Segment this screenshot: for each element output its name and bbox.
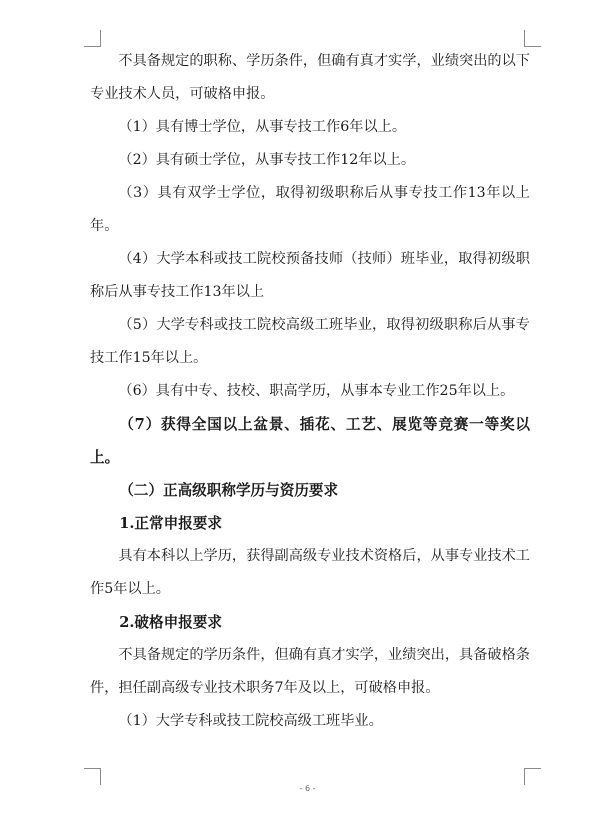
- paragraph: 具有本科以上学历，获得副高级专业技术资格后，从事专业技术工作5年以上。: [90, 548, 530, 597]
- section-heading: （二）正高级职称学历与资历要求: [119, 482, 339, 499]
- page-number: - 6 -: [299, 784, 316, 793]
- paragraph: （5）大学专科或技工院校高级工班毕业，取得初级职称后从事专技工作15年以上。: [90, 317, 530, 366]
- paragraph: （1）具有博士学位，从事专技工作6年以上。: [118, 119, 407, 135]
- subsection-heading: 2.破格申报要求: [119, 614, 222, 631]
- paragraph: （6）具有中专、技校、职高学历，从事本专业工作25年以上。: [118, 383, 515, 399]
- crop-mark-bottom-left: [84, 768, 101, 785]
- subsection-heading: 1.正常申报要求: [119, 515, 222, 532]
- paragraph-bold: （7）获得全国以上盆景、插花、工艺、展览等竞赛一等奖以上。: [90, 416, 530, 466]
- paragraph: 不具备规定的学历条件，但确有真才实学，业绩突出，具备破格条件，担任副高级专业技术职务7年及以上，可破格申报。: [90, 647, 530, 696]
- paragraph: （2）具有硕士学位，从事专技工作12年以上。: [118, 152, 416, 168]
- paragraph: （4）大学本科或技工院校预备技师（技师）班毕业，取得初级职称后从事专技工作13年以上: [90, 251, 530, 300]
- paragraph: （3）具有双学士学位，取得初级职称后从事专技工作13年以上年。: [90, 185, 530, 234]
- crop-mark-bottom-right: [524, 768, 541, 785]
- document-body: [90, 45, 530, 738]
- paragraph: 不具备规定的职称、学历条件，但确有真才实学，业绩突出的以下专业技术人员，可破格申报。: [90, 53, 530, 102]
- paragraph: （1）大学专科或技工院校高级工班毕业。: [118, 713, 383, 729]
